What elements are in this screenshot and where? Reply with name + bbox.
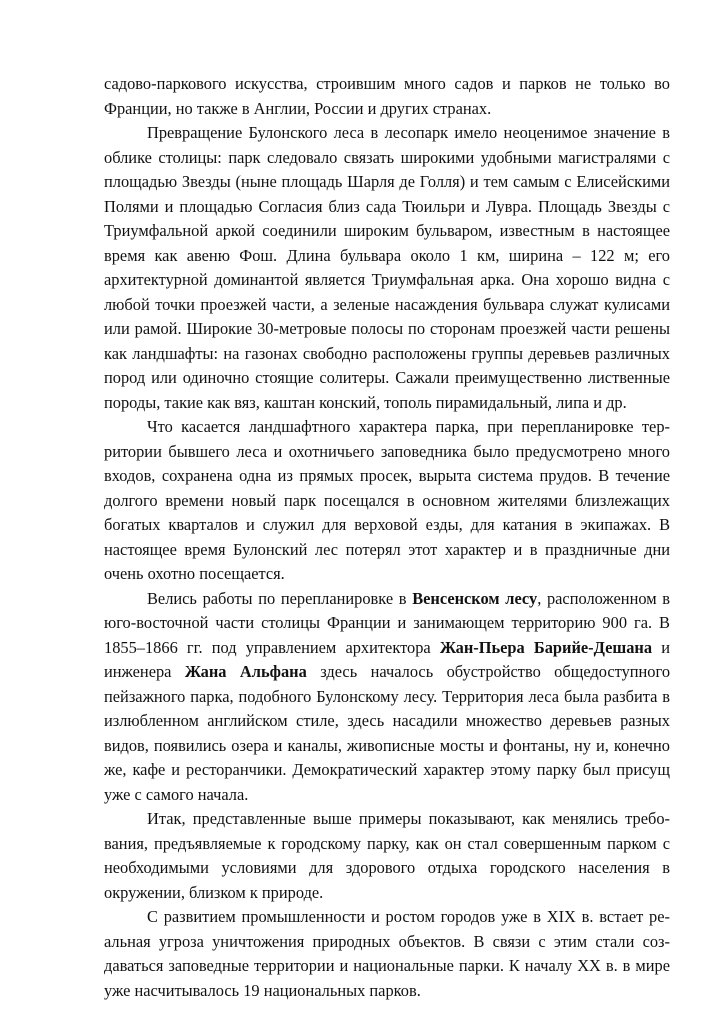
paragraph xyxy=(104,415,670,587)
paragraph xyxy=(104,121,670,415)
bold-name: Жан-Пьера Барийе-Дешана xyxy=(439,637,653,657)
text-segment: Превращение Булонского леса в лесопарк имело неоценимое значение в облике столицы: парк следовало связать широкими удобными магистралями с площадью Звезды (ныне площадь Шарля де Голля) и тем самым с Елисейскими Полями и площадью Согласия близ сада Тюильри и Лувра. Площадь Звезды с Триумфальной аркой соединили широким бульваром, известным в настоящее время как авеню Фош. Длина бульвара около 1 км, ширина – 122 м; его архитектурной доминантой является Триумфальная арка. Она хорошо видна с любой точки проезжей части, а зеленые насаждения бульвара служат кулисами или рамой. Широкие 30-метровые полосы по сторонам проезжей части решены как ландшафты: на газонах свободно расположены группы деревьев различных пород или одиночно стоящие солитеры. Сажали преимущественно лиственные породы, такие как вяз, каштан конский, тополь пирамидальный, липа и др. xyxy=(104,123,670,412)
text-segment: здесь началось обустройство общедоступного пейзажного парка, подобного Булонскому лесу. Территория леса была разбита в излюбленном английском стиле, здесь насадили множество деревьев разных видов, появились озера и каналы, живописные мосты и фонтаны, ну и, конечно же, кафе и ресторанчики. Демократический характер этому парку был присущ уже с самого начала. xyxy=(104,662,671,804)
paragraph xyxy=(104,72,670,121)
text-segment: Велись работы по перепланировке в xyxy=(147,588,413,608)
text-segment: , расположенном в юго-восточной части столицы Франции и занимающем территорию 900 га. В 1855–1866 гг. под управлением архитектора xyxy=(104,588,671,657)
text-segment: С развитием промышленности и ростом городов уже в XIX в. встает реальная угроза уничтожения природных объектов. В связи с этим стали создаваться заповедные территории и национальные парки. К началу XX в. в мире уже насчитывалось 19 национальных парков. xyxy=(104,907,670,1000)
paragraph xyxy=(104,807,670,905)
text-segment: Что касается ландшафтного характера парка, при перепланировке территории бывшего леса и охотничьего заповедника было предусмотрено много входов, сохранена одна из прямых просек, вырыта система прудов. В течение долгого времени новый парк посещался в основном жителями близлежащих богатых кварталов и служил для верховой езды, для катания в экипажах. В настоящее время Булонский лес потерял этот характер и в праздничные дни очень охотно посещается. xyxy=(104,417,670,583)
bold-name: Венсенском лесу xyxy=(412,588,538,608)
text-segment: и инженера xyxy=(104,637,670,681)
body-text xyxy=(104,72,670,1003)
paragraph xyxy=(104,587,670,808)
text-segment: садово-паркового искусства, строившим много садов и парков не только во Франции, но также в Англии, России и других странах. xyxy=(104,74,670,118)
text-segment: Итак, представленные выше примеры показывают, как менялись требования, предъявляемые к городскому парку, как он стал совершенным парком с необходимыми условиями для здорового отдыха городского населения в окружении, близком к природе. xyxy=(104,809,670,902)
paragraph xyxy=(104,905,670,1003)
bold-name: Жана Альфана xyxy=(184,662,307,681)
